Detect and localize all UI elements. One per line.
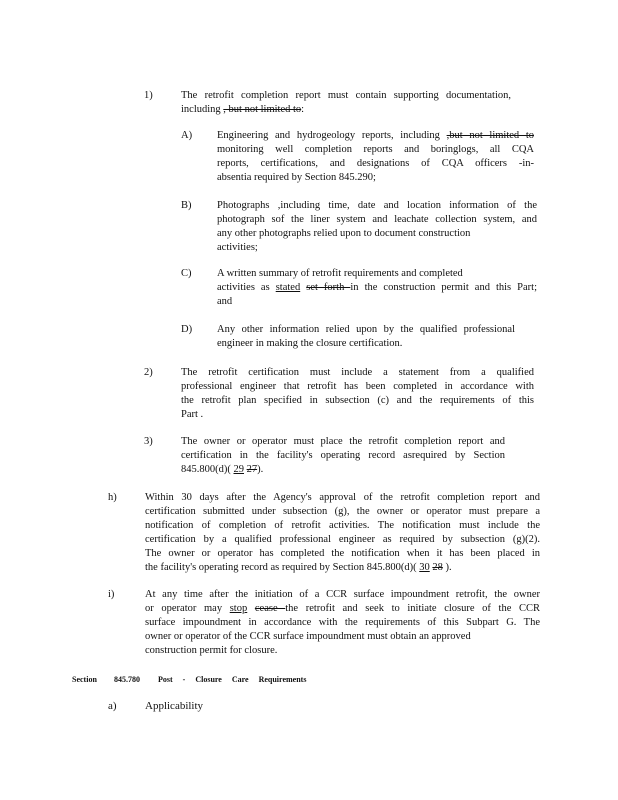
item-i-text — [145, 588, 540, 658]
struck-text: , but not limited to — [223, 104, 302, 115]
line — [181, 463, 505, 477]
line: certification in the facility's operating record asrequired by Section — [181, 450, 505, 461]
line: the retrofit plan specified in subsection (c) and the requirements of this — [181, 395, 534, 406]
line: The owner or operator has completed the notification when it has been placed in — [145, 548, 540, 559]
text-run: monitoring well completion reports and boringlogs, all CQA — [217, 144, 534, 155]
text-run: the facility's operating record as required by Section 845.800(d)( — [145, 562, 420, 573]
item-2-label: 2) — [144, 367, 153, 378]
line — [181, 89, 511, 103]
item-A-label: A) — [181, 130, 193, 141]
text-run: absentia required by Section 845.290; — [217, 172, 376, 183]
line: A written summary of retrofit requirements and completed — [217, 268, 463, 279]
line: professional engineer that retrofit has been completed in accordance with — [181, 381, 534, 392]
section-title: Post - Closure Care Requirements — [158, 675, 307, 684]
subsection-a-label: a) — [108, 700, 117, 712]
text-run: including — [181, 104, 224, 115]
item-B-label: B) — [181, 200, 192, 211]
underlined-text: 29 — [233, 464, 244, 475]
section-number: 845.780 — [114, 675, 140, 684]
struck-text: 28 — [432, 562, 443, 573]
line: surface impoundment in accordance with the requirements of this Subpart G. The — [145, 617, 540, 628]
line: Within 30 days after the Agency's approval of the retrofit completion report and — [145, 492, 540, 503]
text-run: ). — [257, 464, 264, 475]
item-C-label: C) — [181, 268, 192, 279]
text-run: activities as — [217, 282, 276, 293]
line: engineer in making the closure certification. — [217, 338, 403, 349]
item-B-text — [217, 199, 537, 255]
line — [217, 281, 537, 295]
text-run: reports, certifications, and designations of CQA officers -in- — [217, 158, 534, 169]
item-3-text — [181, 435, 505, 477]
line: photograph sof the liner system and leachate collection system, and — [217, 214, 537, 225]
item-D-text — [217, 323, 515, 351]
line — [145, 602, 540, 616]
subsection-a-title: Applicability — [145, 700, 204, 712]
struck-text: set forth — [306, 282, 351, 293]
text-run: or operator may — [145, 603, 230, 614]
line: certification by a qualified professional engineer as required by subsection (g)(2). — [145, 534, 540, 545]
struck-text: cease — [254, 603, 286, 614]
line: Photographs ,including time, date and location information of the — [217, 200, 537, 211]
item-2-text — [181, 366, 534, 422]
item-D-label: D) — [181, 324, 193, 335]
text-run: ). — [442, 562, 452, 573]
line — [181, 103, 511, 117]
underlined-text: 30 — [419, 562, 430, 573]
item-1-text — [181, 89, 511, 117]
line — [217, 129, 534, 143]
line: and — [217, 296, 233, 307]
item-h-text — [145, 491, 540, 575]
line: any other photographs relied upon to document construction — [217, 228, 471, 239]
item-C-text — [217, 267, 537, 309]
line: Any other information relied upon by the qualified professional — [217, 324, 515, 335]
line: construction permit for closure. — [145, 645, 278, 656]
underlined-text: stop — [229, 603, 248, 614]
line: owner or operator of the CCR surface impoundment must obtain an approved — [145, 631, 471, 642]
text-run: The retrofit completion report must contain supporting documentation, — [181, 90, 511, 101]
struck-text: 27 — [246, 464, 258, 475]
line: The owner or operator must place the retrofit completion report and — [181, 436, 505, 447]
text-run: in the construction permit and this Part; — [350, 282, 537, 293]
line: notification of completion of retrofit activities. The notification must include the — [145, 520, 540, 531]
item-1-label: 1) — [144, 90, 153, 101]
text-run: the retrofit and seek to initiate closure of the CCR — [285, 603, 541, 614]
line: The retrofit certification must include a statement from a qualified — [181, 367, 534, 378]
item-i-label: i) — [108, 589, 115, 600]
line — [217, 143, 534, 157]
text-run: : — [301, 104, 305, 115]
line — [217, 157, 534, 171]
item-3-label: 3) — [144, 436, 153, 447]
line: At any time after the initiation of a CCR surface impoundment retrofit, the owner — [145, 589, 540, 600]
text-run: 845.800(d)( — [181, 464, 234, 475]
line: activities; — [217, 242, 258, 253]
text-run: Engineering and hydrogeology reports, including — [217, 130, 447, 141]
line — [217, 171, 534, 185]
text-run — [247, 603, 255, 614]
line — [145, 561, 540, 575]
item-A-text — [217, 129, 534, 185]
struck-text: ,but not limited to — [446, 130, 534, 141]
item-h-label: h) — [108, 492, 117, 503]
underlined-text: stated — [275, 282, 301, 293]
section-label: Section — [72, 675, 97, 684]
line: certification submitted under subsection (g), the owner or operator must prepare a — [145, 506, 540, 517]
line: Part . — [181, 409, 204, 420]
